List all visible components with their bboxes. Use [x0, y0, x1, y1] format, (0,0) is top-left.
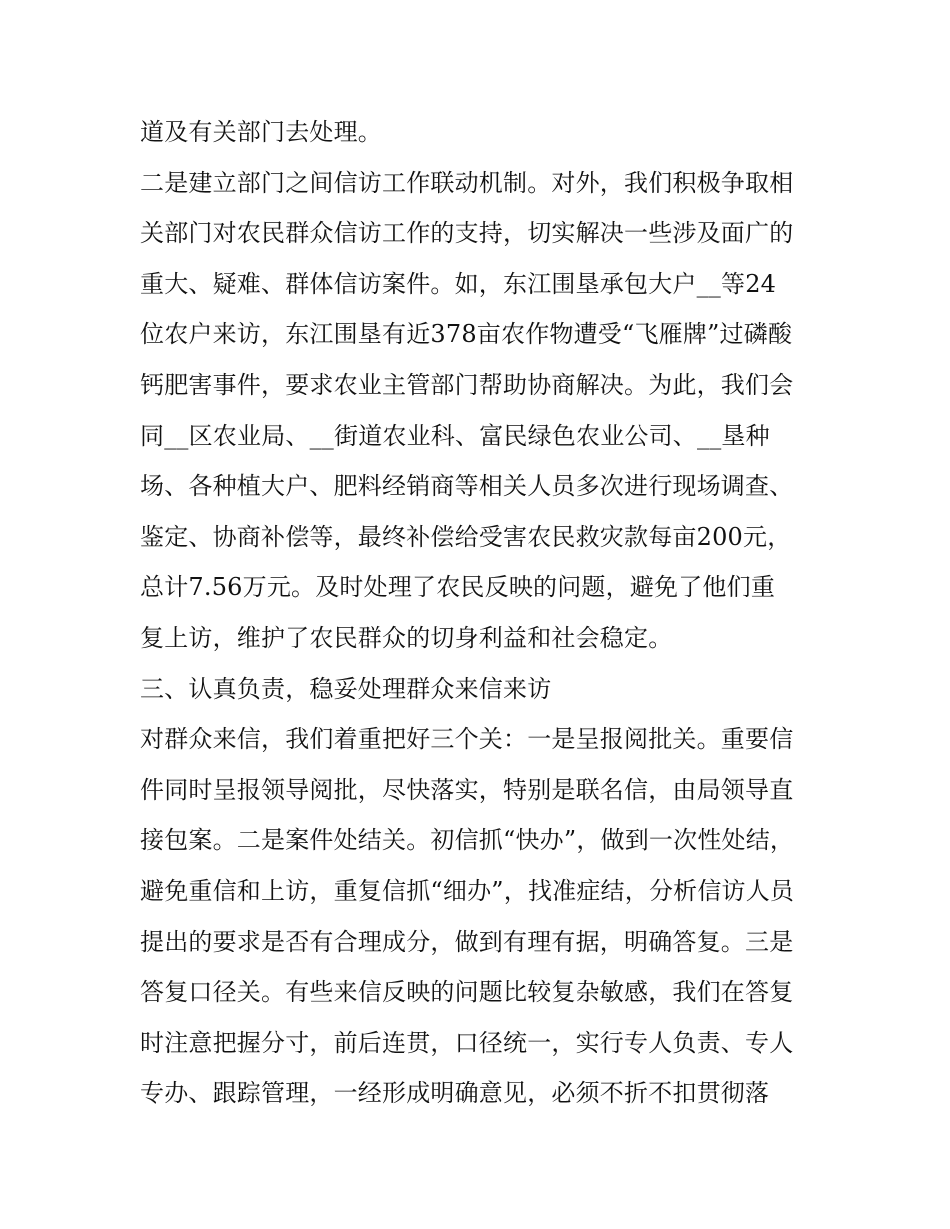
text-line: 二是建立部门之间信访工作联动机制。对外，我们积极争取相 [140, 168, 794, 197]
section-heading: 三、认真负责，稳妥处理群众来信来访 [140, 674, 552, 703]
text-line: 对群众来信，我们着重把好三个关：一是呈报阅批关。重要信 [140, 725, 794, 754]
text-line: 时注意把握分寸，前后连贯，口径统一，实行专人负责、专人 [140, 1028, 794, 1057]
text-line: 同__区农业局、__街道农业科、富民绿色农业公司、__垦种 [140, 421, 770, 450]
text-line: 钙肥害事件，要求农业主管部门帮助协商解决。为此，我们会 [140, 370, 794, 399]
text-line: 接包案。二是案件处结关。初信抓“快办”，做到一次性处结， [140, 826, 795, 855]
text-line: 件同时呈报领导阅批，尽快落实，特别是联名信，由局领导直 [140, 775, 794, 804]
text-line: 位农户来访，东江围垦有近378亩农作物遭受“飞雁牌”过磷酸 [140, 320, 793, 349]
body-text [140, 107, 830, 1119]
text-line: 关部门对农民群众信访工作的支持，切实解决一些涉及面广的 [140, 219, 794, 248]
text-line: 道及有关部门去处理。 [140, 118, 382, 146]
text-line: 总计7.56万元。及时处理了农民反映的问题，避免了他们重 [140, 573, 776, 602]
text-line: 避免重信和上访，重复信抓“细办”，找准症结，分析信访人员 [140, 876, 795, 905]
text-line: 答复口径关。有些来信反映的问题比较复杂敏感，我们在答复 [140, 978, 794, 1007]
text-line: 专办、跟踪管理，一经形成明确意见，必须不折不扣贯彻落 [140, 1079, 770, 1108]
text-line: 场、各种植大户、肥料经销商等相关人员多次进行现场调查、 [140, 472, 794, 501]
text-line: 重大、疑难、群体信访案件。如，东江围垦承包大户__等24 [140, 269, 777, 298]
text-line: 鉴定、协商补偿等，最终补偿给受害农民救灾款每亩200元， [140, 522, 792, 551]
text-line: 复上访，维护了农民群众的切身利益和社会稳定。 [140, 623, 673, 652]
text-line: 提出的要求是否有合理成分，做到有理有据，明确答复。三是 [140, 927, 794, 956]
